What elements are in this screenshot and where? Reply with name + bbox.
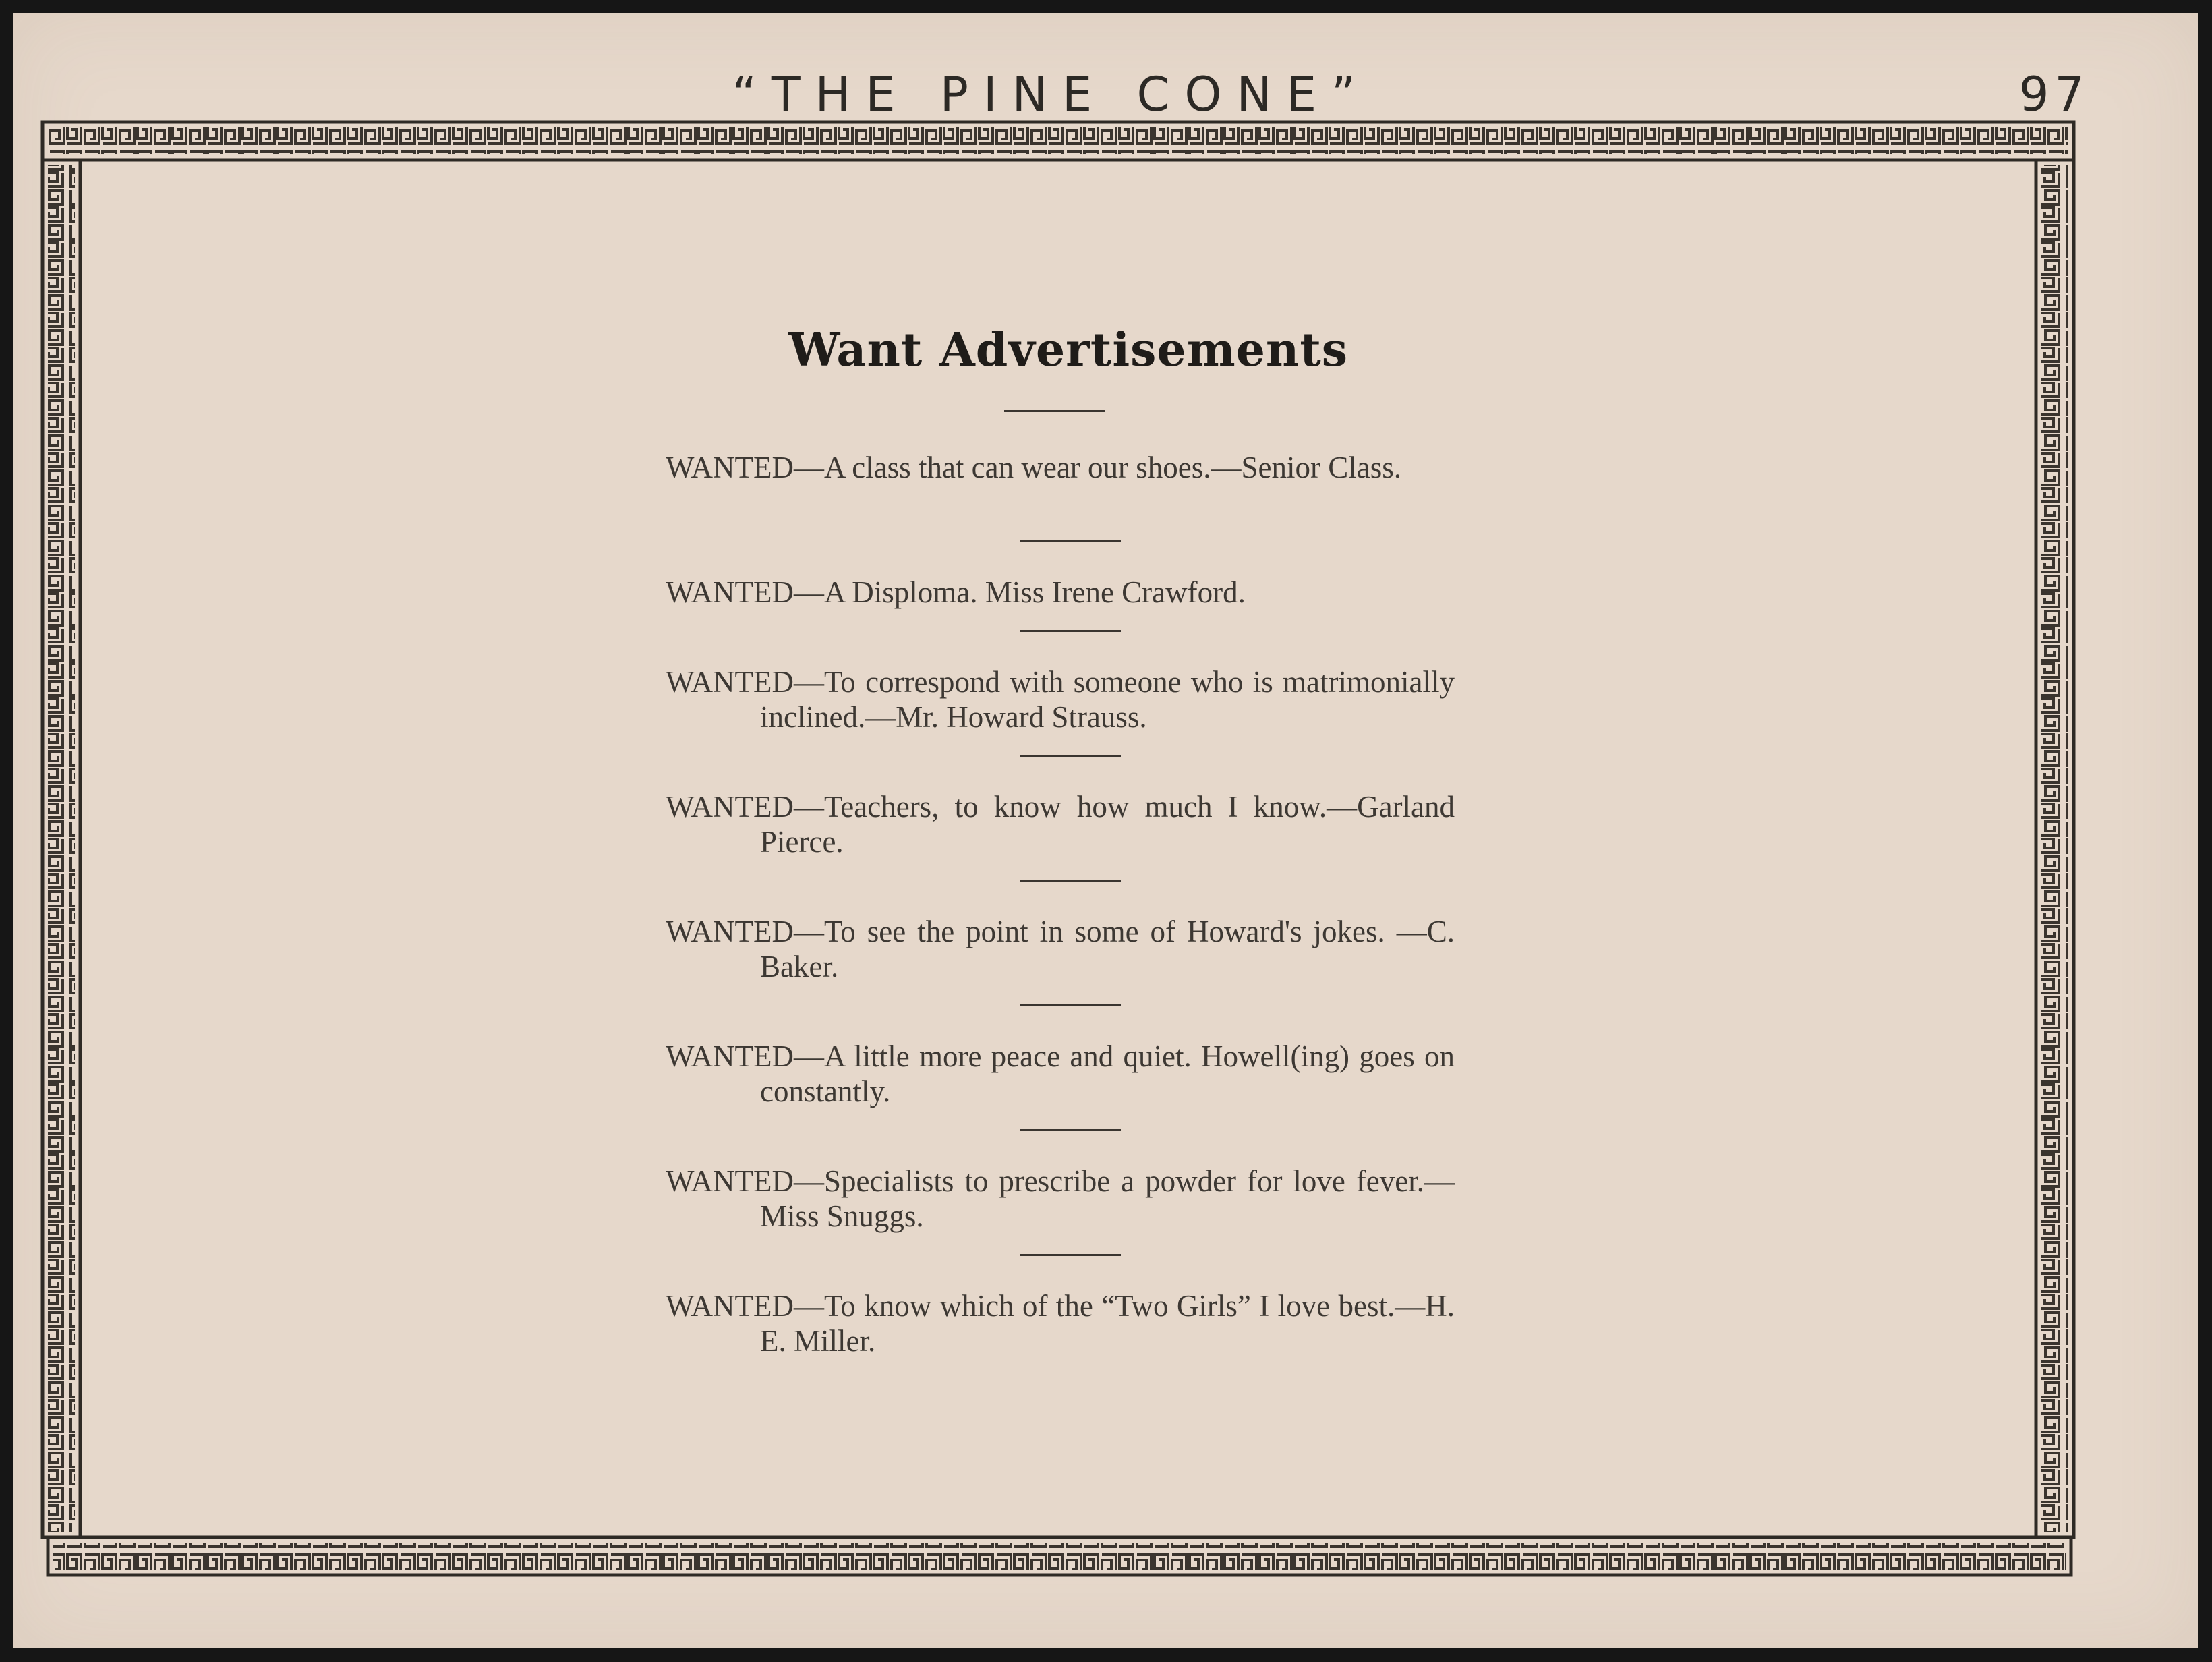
ad-separator — [1020, 755, 1121, 757]
book-page — [13, 13, 2198, 1648]
ad-separator — [1020, 540, 1121, 542]
want-ad: WANTED—A little more peace and quiet. Howell(ing) goes on constantly. — [666, 1039, 1455, 1108]
want-ad: WANTED—To correspond with someone who is matrimonially inclined.—Mr. Howard Strauss. — [666, 665, 1455, 734]
want-ad: WANTED—To know which of the “Two Girls” I love best.—H. E. Miller. — [666, 1289, 1455, 1358]
want-ad: WANTED—A class that can wear our shoes.—Senior Class. — [666, 451, 1402, 484]
ad-separator — [1020, 1254, 1121, 1256]
ad-separator — [1020, 1004, 1121, 1006]
page-number: 97 — [2018, 67, 2090, 122]
running-head: “THE PINE CONE” — [732, 67, 1371, 122]
ad-separator — [1020, 630, 1121, 632]
want-ad: WANTED—Teachers, to know how much I know.—Garland Pierce. — [666, 790, 1455, 859]
ad-separator — [1020, 880, 1121, 882]
want-ad: WANTED—A Disploma. Miss Irene Crawford. — [666, 575, 1246, 609]
page-heading: Want Advertisements — [788, 323, 1349, 377]
heading-rule — [1004, 410, 1105, 412]
ad-separator — [1020, 1129, 1121, 1131]
want-ads-list — [666, 450, 1455, 1379]
want-ad: WANTED—To see the point in some of Howard's jokes. —C. Baker. — [666, 915, 1455, 983]
want-ad: WANTED—Specialists to prescribe a powder for love fever.—Miss Snuggs. — [666, 1164, 1455, 1233]
